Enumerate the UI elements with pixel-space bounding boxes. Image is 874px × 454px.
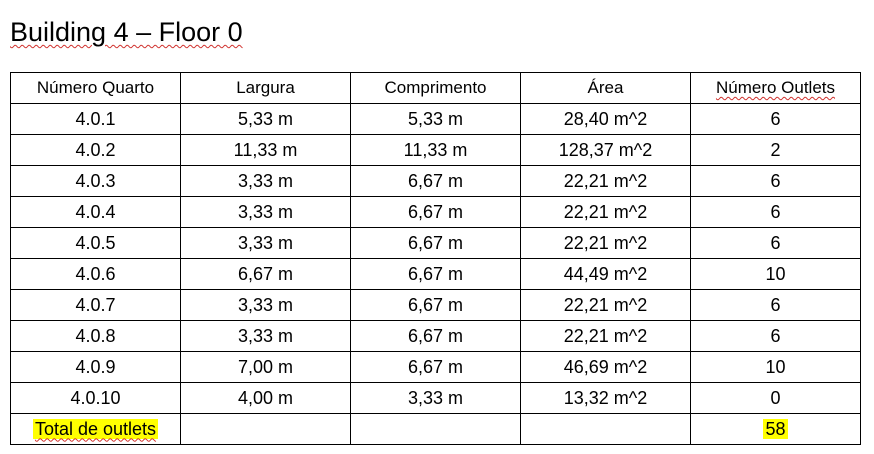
- total-value: 58: [765, 418, 786, 439]
- length-cell: 3,33 m: [351, 383, 521, 414]
- table-row: [11, 197, 861, 228]
- width-cell: 7,00 m: [181, 352, 351, 383]
- room-number-cell: 4.0.1: [11, 104, 181, 135]
- page-title: Building 4 – Floor 0: [10, 17, 243, 47]
- outlets-cell: 6: [691, 321, 861, 352]
- table-row: [11, 290, 861, 321]
- room-number-cell: 4.0.5: [11, 228, 181, 259]
- area-cell: 13,32 m^2: [521, 383, 691, 414]
- length-cell: 6,67 m: [351, 352, 521, 383]
- area-cell: 22,21 m^2: [521, 321, 691, 352]
- length-cell: 11,33 m: [351, 135, 521, 166]
- rooms-table: [10, 72, 861, 445]
- room-number-cell: 4.0.6: [11, 259, 181, 290]
- width-cell: 3,33 m: [181, 321, 351, 352]
- header-area: Área: [521, 73, 691, 104]
- area-cell: 22,21 m^2: [521, 166, 691, 197]
- outlets-cell: 6: [691, 228, 861, 259]
- empty-cell: [351, 414, 521, 445]
- area-cell: 44,49 m^2: [521, 259, 691, 290]
- outlets-cell: 0: [691, 383, 861, 414]
- length-cell: 6,67 m: [351, 259, 521, 290]
- area-cell: 46,69 m^2: [521, 352, 691, 383]
- table-row: [11, 104, 861, 135]
- width-cell: 3,33 m: [181, 228, 351, 259]
- room-number-cell: 4.0.7: [11, 290, 181, 321]
- width-cell: 4,00 m: [181, 383, 351, 414]
- outlets-cell: 10: [691, 352, 861, 383]
- room-number-cell: 4.0.4: [11, 197, 181, 228]
- length-cell: 6,67 m: [351, 166, 521, 197]
- header-width: Largura: [181, 73, 351, 104]
- width-cell: 5,33 m: [181, 104, 351, 135]
- header-row: [11, 73, 861, 104]
- table-row: [11, 321, 861, 352]
- area-cell: 22,21 m^2: [521, 197, 691, 228]
- total-label-cell: [11, 414, 181, 445]
- room-number-cell: 4.0.8: [11, 321, 181, 352]
- room-number-cell: 4.0.3: [11, 166, 181, 197]
- length-cell: 6,67 m: [351, 197, 521, 228]
- area-cell: 128,37 m^2: [521, 135, 691, 166]
- room-number-cell: 4.0.10: [11, 383, 181, 414]
- empty-cell: [521, 414, 691, 445]
- total-value-cell: [691, 414, 861, 445]
- table-row: [11, 259, 861, 290]
- outlets-cell: 2: [691, 135, 861, 166]
- table-row: [11, 383, 861, 414]
- room-number-cell: 4.0.2: [11, 135, 181, 166]
- width-cell: 3,33 m: [181, 290, 351, 321]
- empty-cell: [181, 414, 351, 445]
- outlets-cell: 10: [691, 259, 861, 290]
- width-cell: 6,67 m: [181, 259, 351, 290]
- length-cell: 5,33 m: [351, 104, 521, 135]
- room-number-cell: 4.0.9: [11, 352, 181, 383]
- area-cell: 28,40 m^2: [521, 104, 691, 135]
- width-cell: 3,33 m: [181, 197, 351, 228]
- length-cell: 6,67 m: [351, 321, 521, 352]
- header-outlets-label: Número Outlets: [715, 78, 836, 97]
- total-row: [11, 414, 861, 445]
- outlets-cell: 6: [691, 197, 861, 228]
- header-outlets: [691, 73, 861, 104]
- outlets-cell: 6: [691, 290, 861, 321]
- width-cell: 3,33 m: [181, 166, 351, 197]
- table-row: [11, 228, 861, 259]
- header-room-number: Número Quarto: [11, 73, 181, 104]
- table-row: [11, 352, 861, 383]
- total-label: Total de outlets: [34, 418, 157, 439]
- area-cell: 22,21 m^2: [521, 228, 691, 259]
- outlets-cell: 6: [691, 166, 861, 197]
- table-row: [11, 135, 861, 166]
- outlets-cell: 6: [691, 104, 861, 135]
- length-cell: 6,67 m: [351, 228, 521, 259]
- width-cell: 11,33 m: [181, 135, 351, 166]
- header-length: Comprimento: [351, 73, 521, 104]
- length-cell: 6,67 m: [351, 290, 521, 321]
- area-cell: 22,21 m^2: [521, 290, 691, 321]
- table-row: [11, 166, 861, 197]
